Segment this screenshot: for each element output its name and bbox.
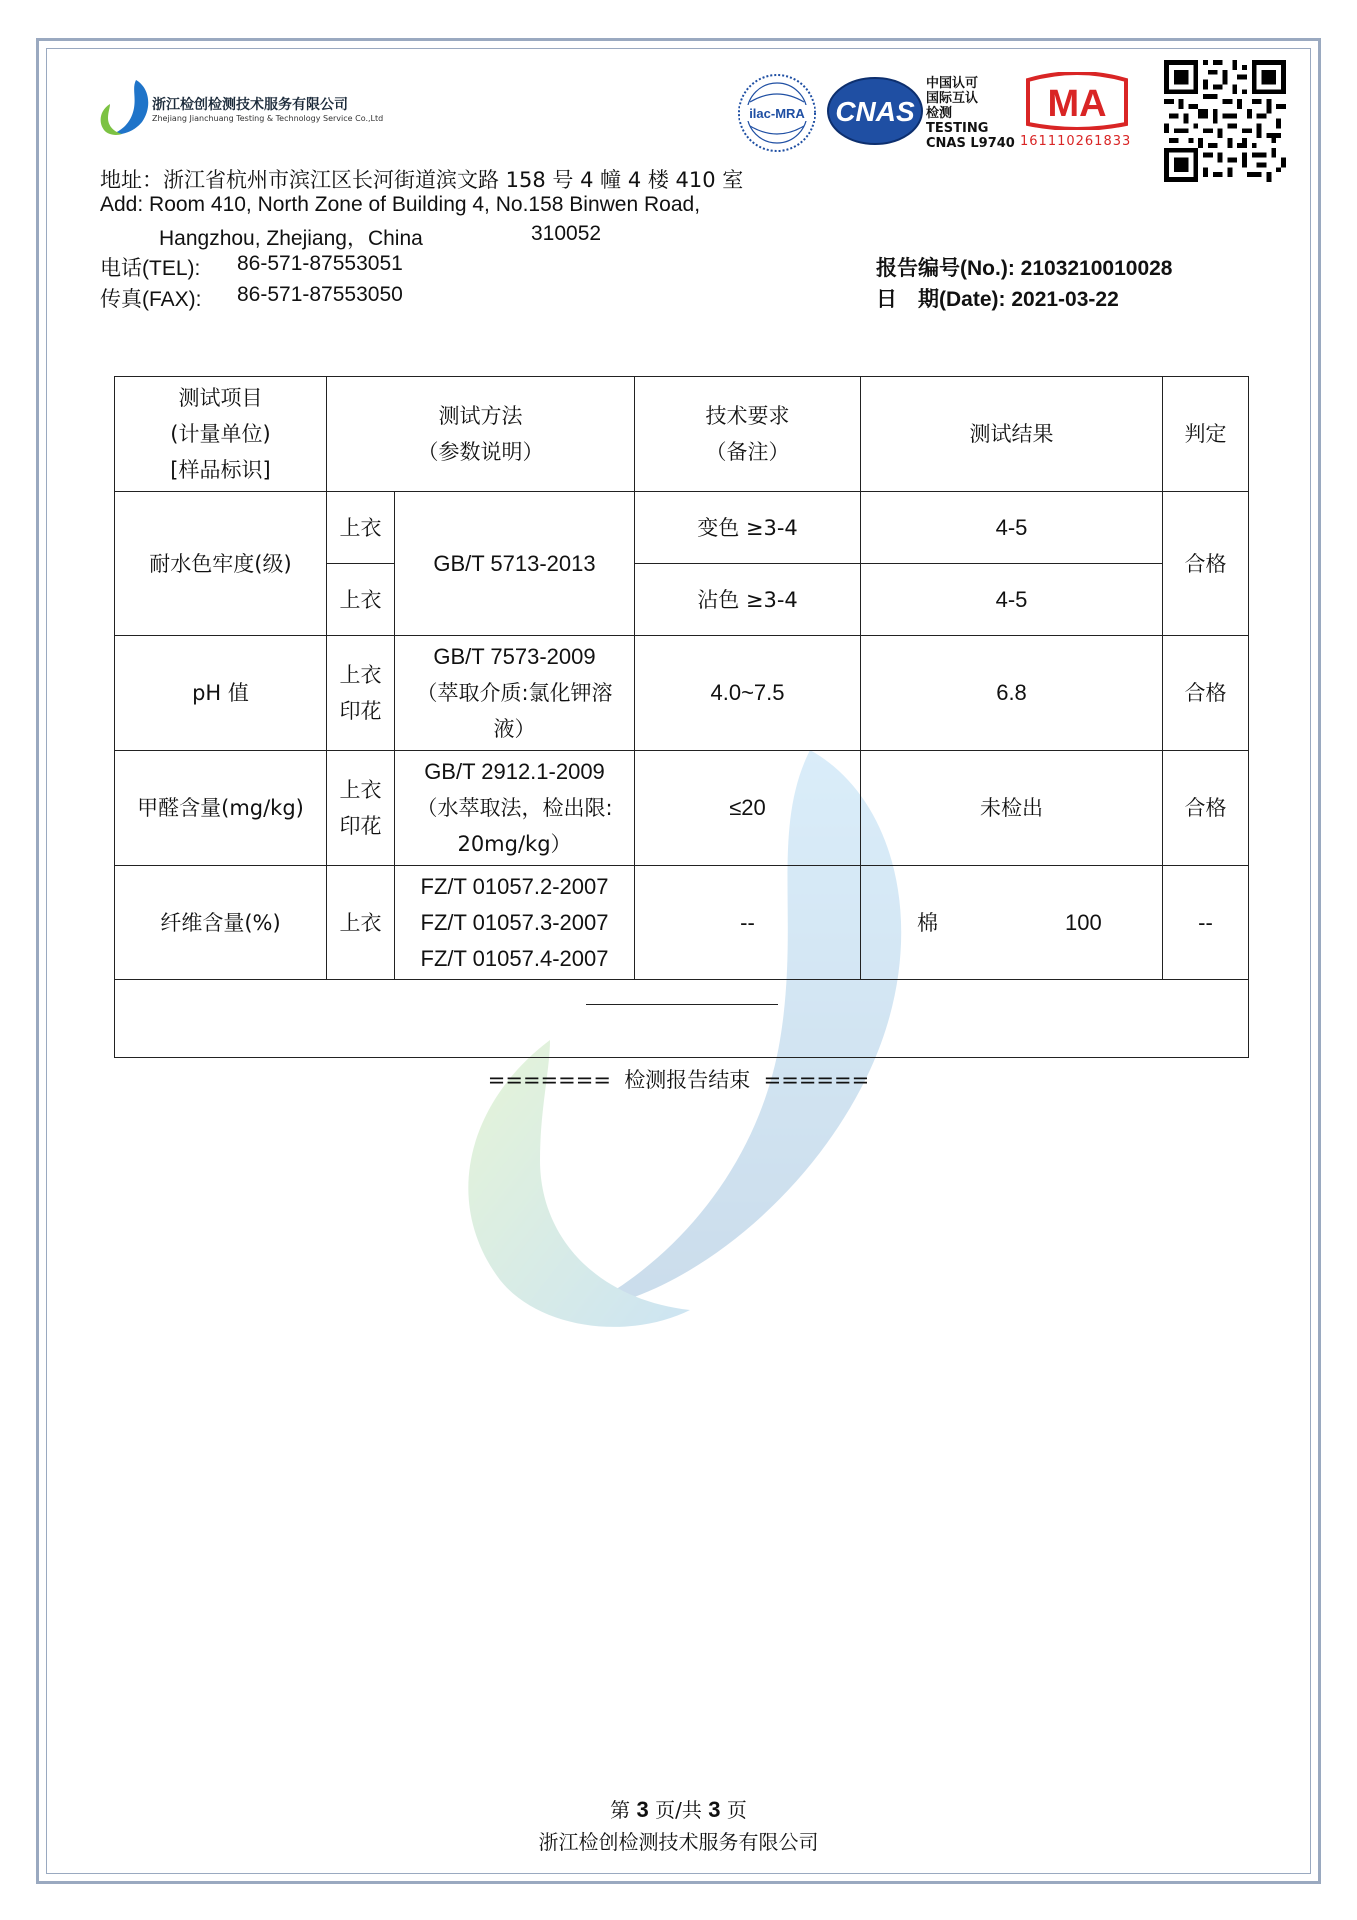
qr-code[interactable] bbox=[1164, 60, 1286, 182]
fiber-item: 纤维含量(%) bbox=[115, 866, 327, 980]
header-item: 测试项目 (计量单位) [样品标识] bbox=[115, 377, 327, 492]
report-number bbox=[876, 252, 1173, 282]
address-cn: 地址：浙江省杭州市滨江区长河街道滨文路 158 号 4 幢 4 楼 410 室 bbox=[100, 168, 744, 192]
address-en-line2: Hangzhou, Zhejiang，China bbox=[159, 227, 423, 250]
company-name-en: Zhejiang Jianchuang Testing & Technology Service Co.,Ltd bbox=[152, 114, 384, 123]
header-method: 测试方法 （参数说明） bbox=[327, 377, 635, 492]
fiber-requirement: -- bbox=[635, 866, 861, 980]
test-results-table bbox=[114, 376, 1249, 1058]
water-fastness-item: 耐水色牢度(级) bbox=[115, 492, 327, 636]
ph-item: pH 值 bbox=[115, 636, 327, 751]
water-method: GB/T 5713-2013 bbox=[395, 492, 635, 636]
fax-label: 传真(FAX): bbox=[100, 288, 202, 311]
ph-result: 6.8 bbox=[861, 636, 1163, 751]
formaldehyde-judgement: 合格 bbox=[1163, 751, 1249, 866]
water-sample-2: 上衣 bbox=[327, 564, 395, 636]
water-requirement-2: 沾色 ≥3-4 bbox=[635, 564, 861, 636]
cnas-text-block bbox=[926, 76, 1015, 151]
report-date-label: 日 期(Date): bbox=[876, 288, 1006, 311]
report-end-marker: ======= 检测报告结束 ====== bbox=[487, 1068, 870, 1092]
end-divider-line bbox=[586, 1004, 778, 1005]
header-judgement: 判定 bbox=[1163, 377, 1249, 492]
table-row bbox=[115, 866, 1249, 980]
report-date-value: 2021-03-22 bbox=[1011, 288, 1119, 311]
fax-number: 86-571-87553050 bbox=[237, 283, 403, 306]
ph-requirement: 4.0~7.5 bbox=[635, 636, 861, 751]
cma-number: 161110261833 bbox=[1020, 134, 1132, 149]
header-requirement: 技术要求 （备注） bbox=[635, 377, 861, 492]
page-indicator: 第 3 页/共 3 页 bbox=[610, 1797, 747, 1822]
ph-sample: 上衣 印花 bbox=[327, 636, 395, 751]
tel-label: 电话(TEL): bbox=[100, 257, 201, 280]
table-row bbox=[115, 636, 1249, 751]
table-row bbox=[115, 492, 1249, 564]
report-date bbox=[876, 283, 1119, 313]
table-row bbox=[115, 751, 1249, 866]
postcode: 310052 bbox=[531, 222, 602, 245]
current-page-number: 3 bbox=[636, 1797, 649, 1822]
ph-method: GB/T 7573-2009 （萃取介质:氯化钾溶 液） bbox=[395, 636, 635, 751]
total-page-number: 3 bbox=[708, 1797, 721, 1822]
water-sample-1: 上衣 bbox=[327, 492, 395, 564]
fiber-result bbox=[861, 866, 1163, 980]
fiber-judgement: -- bbox=[1163, 866, 1249, 980]
formaldehyde-result: 未检出 bbox=[861, 751, 1163, 866]
formaldehyde-sample: 上衣 印花 bbox=[327, 751, 395, 866]
water-requirement-1: 变色 ≥3-4 bbox=[635, 492, 861, 564]
ilac-label: ilac-MRA bbox=[749, 106, 805, 121]
footer-company-name: 浙江检创检测技术服务有限公司 bbox=[538, 1830, 819, 1854]
tel-number: 86-571-87553051 bbox=[237, 252, 403, 275]
ma-label: MA bbox=[1047, 83, 1107, 125]
cnas-label: CNAS bbox=[835, 96, 915, 127]
fiber-result-name: 棉 bbox=[917, 910, 938, 935]
fiber-sample: 上衣 bbox=[327, 866, 395, 980]
table-end-row bbox=[115, 980, 1249, 1058]
cnas-line: 中国认可 bbox=[926, 76, 979, 91]
water-result-2: 4-5 bbox=[861, 564, 1163, 636]
report-number-label: 报告编号(No.): bbox=[876, 257, 1015, 280]
water-result-1: 4-5 bbox=[861, 492, 1163, 564]
water-judgement: 合格 bbox=[1163, 492, 1249, 636]
ph-judgement: 合格 bbox=[1163, 636, 1249, 751]
cnas-line: TESTING bbox=[926, 121, 989, 136]
cnas-line: 国际互认 bbox=[926, 91, 979, 106]
cnas-badge bbox=[826, 76, 924, 146]
address-en-line1: Add: Room 410, North Zone of Building 4, No.158 Binwen Road, bbox=[100, 193, 701, 216]
fiber-method: FZ/T 01057.2-2007 FZ/T 01057.3-2007 FZ/T 01057.4-2007 bbox=[395, 866, 635, 980]
formaldehyde-method: GB/T 2912.1-2009 （水萃取法，检出限: 20mg/kg） bbox=[395, 751, 635, 866]
cnas-line: CNAS L9740 bbox=[926, 136, 1015, 151]
fiber-result-value: 100 bbox=[1065, 909, 1102, 935]
header-result: 测试结果 bbox=[861, 377, 1163, 492]
table-header-row bbox=[115, 377, 1249, 492]
cnas-line: 检测 bbox=[926, 106, 953, 121]
company-logo bbox=[96, 78, 156, 138]
ilac-mra-badge bbox=[736, 72, 818, 154]
table-end-cell bbox=[115, 980, 1249, 1058]
report-number-value: 2103210010028 bbox=[1020, 257, 1173, 280]
cma-badge bbox=[1022, 72, 1132, 130]
formaldehyde-item: 甲醛含量(mg/kg) bbox=[115, 751, 327, 866]
formaldehyde-requirement: ≤20 bbox=[635, 751, 861, 866]
company-name-cn: 浙江检创检测技术服务有限公司 bbox=[152, 97, 348, 113]
